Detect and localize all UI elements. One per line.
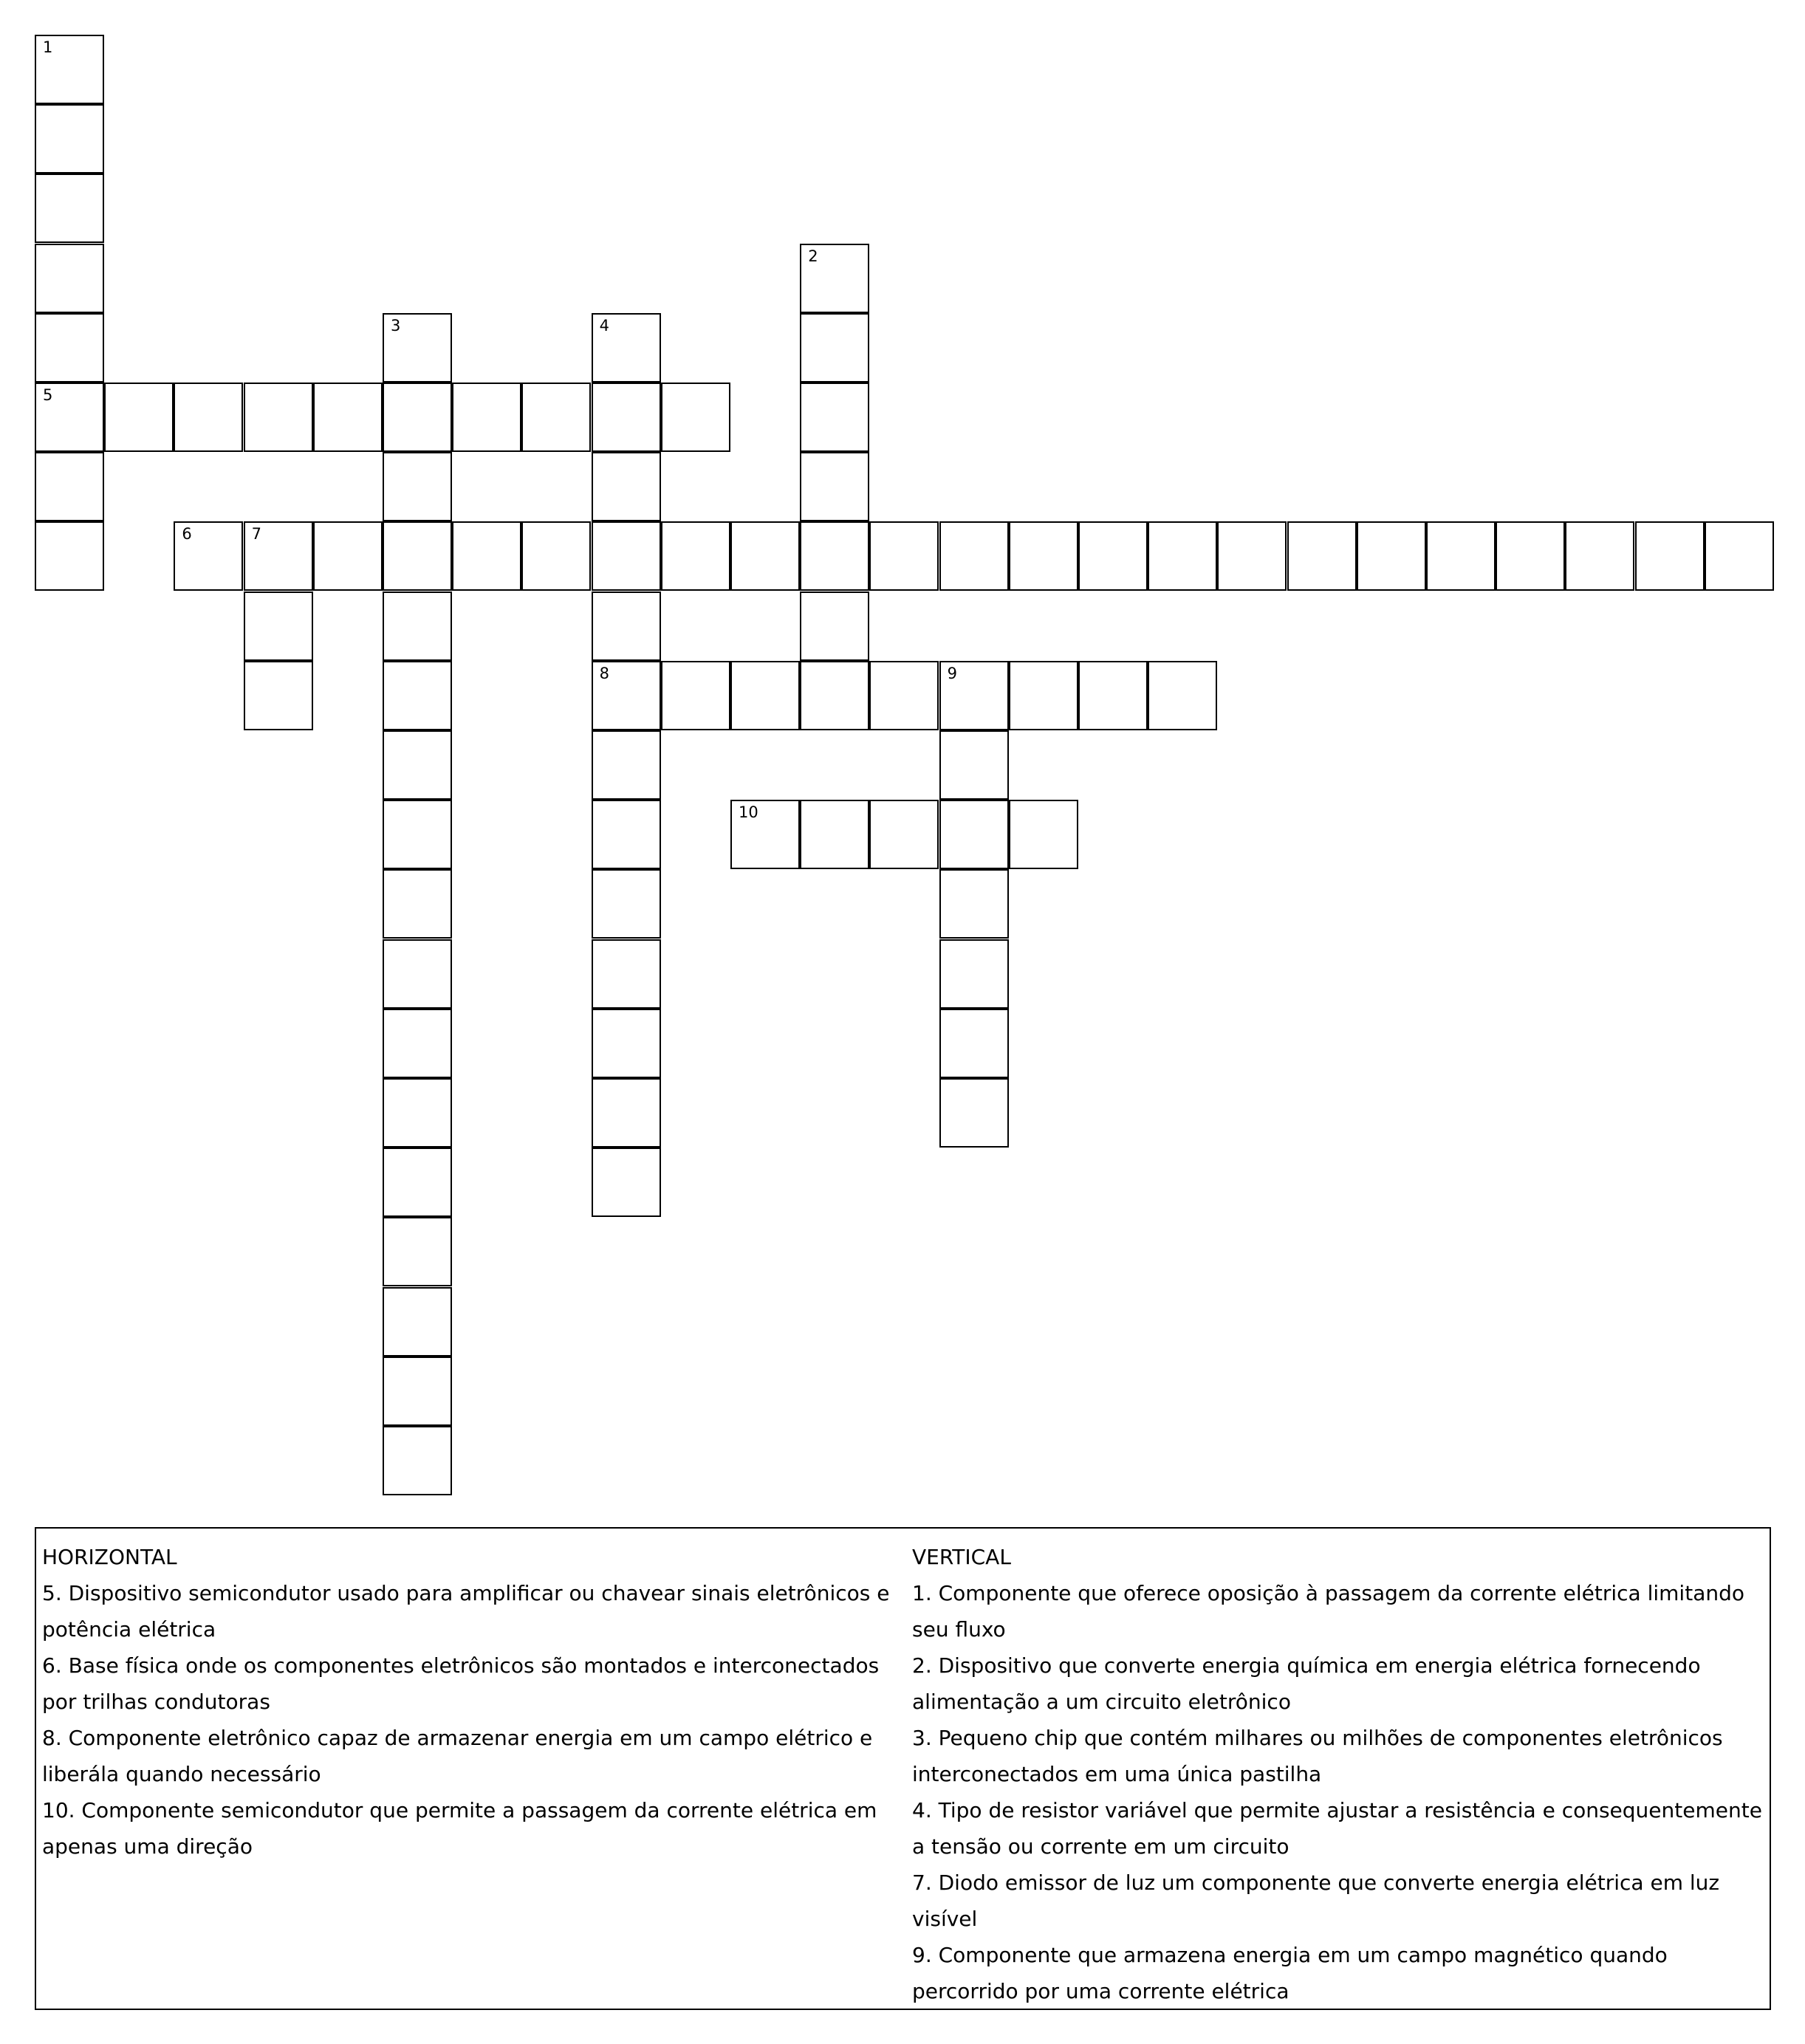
crossword-cell[interactable] [730, 521, 800, 591]
crossword-cell[interactable] [800, 521, 869, 591]
crossword-cell[interactable] [244, 591, 313, 661]
crossword-cell[interactable] [939, 1009, 1009, 1078]
crossword-cell[interactable] [1287, 521, 1357, 591]
vertical-title: VERTICAL [912, 1545, 1011, 1569]
crossword-cell[interactable] [592, 452, 661, 521]
crossword-cell[interactable] [383, 1148, 452, 1217]
crossword-cell[interactable] [939, 869, 1009, 939]
crossword-cell[interactable] [1705, 521, 1774, 591]
vertical-clues [912, 1539, 1769, 2009]
crossword-cell[interactable] [592, 1078, 661, 1148]
horizontal-clues [42, 1539, 899, 1865]
crossword-cell[interactable] [939, 661, 1009, 730]
crossword-cell[interactable] [244, 521, 313, 591]
crossword-cell[interactable] [35, 521, 104, 591]
cell-number: 10 [739, 803, 758, 822]
cell-number: 6 [182, 525, 192, 543]
cell-number: 9 [947, 664, 957, 682]
crossword-cell[interactable] [592, 521, 661, 591]
crossword-cell[interactable] [313, 521, 383, 591]
clue-horizontal-6: 6. Base física onde os componentes eletrônicos são montados e interconectados por trilhas condutoras [42, 1653, 880, 1714]
crossword-cell[interactable] [1217, 521, 1287, 591]
crossword-cell[interactable] [35, 35, 104, 104]
cell-number: 5 [43, 386, 53, 404]
crossword-cell[interactable] [313, 383, 383, 452]
crossword-cell[interactable] [869, 661, 939, 730]
crossword-cell[interactable] [521, 383, 591, 452]
crossword-cell[interactable] [1148, 521, 1217, 591]
crossword-cell[interactable] [939, 521, 1009, 591]
crossword-cell[interactable] [244, 383, 313, 452]
crossword-cell[interactable] [35, 244, 104, 313]
crossword-cell[interactable] [592, 313, 661, 383]
clue-vertical-3: 3. Pequeno chip que contém milhares ou milhões de componentes eletrônicos interconectados em uma única pastilha [912, 1726, 1723, 1786]
cell-number: 4 [599, 316, 609, 335]
crossword-cell[interactable] [800, 383, 869, 452]
crossword-cell[interactable] [383, 521, 452, 591]
crossword-cell[interactable] [592, 591, 661, 661]
crossword-cell[interactable] [939, 730, 1009, 800]
clue-vertical-9: 9. Componente que armazena energia em um campo magnético quando percorrido por uma corrente elétrica [912, 1943, 1668, 2003]
crossword-cell[interactable] [383, 1426, 452, 1495]
clue-horizontal-8: 8. Componente eletrônico capaz de armazenar energia em um campo elétrico e liberála quando necessário [42, 1726, 873, 1786]
crossword-cell[interactable] [1078, 521, 1148, 591]
crossword-cell[interactable] [1009, 800, 1078, 869]
crossword-cell[interactable] [35, 452, 104, 521]
crossword-cell[interactable] [174, 521, 243, 591]
crossword-cell[interactable] [730, 800, 800, 869]
clue-vertical-4: 4. Tipo de resistor variável que permite ajustar a resistência e consequentemente a tensão ou corrente em um circuito [912, 1798, 1762, 1859]
crossword-cell[interactable] [800, 452, 869, 521]
cell-number: 8 [599, 664, 609, 682]
crossword-cell[interactable] [869, 800, 939, 869]
crossword-cell[interactable] [383, 661, 452, 730]
crossword-cell[interactable] [383, 1357, 452, 1426]
crossword-cell[interactable] [1496, 521, 1565, 591]
cell-number: 3 [391, 316, 401, 335]
clues-box [35, 1527, 1771, 2010]
cell-number: 7 [251, 525, 261, 543]
crossword-cell[interactable] [592, 800, 661, 869]
crossword-cell[interactable] [1357, 521, 1426, 591]
clue-vertical-7: 7. Diodo emissor de luz um componente que converte energia elétrica em luz visível [912, 1870, 1720, 1931]
crossword-cell[interactable] [1426, 521, 1496, 591]
crossword-cell[interactable] [383, 1287, 452, 1357]
crossword-cell[interactable] [383, 869, 452, 939]
crossword-cell[interactable] [244, 661, 313, 730]
crossword-cell[interactable] [1635, 521, 1705, 591]
crossword-cell[interactable] [1565, 521, 1634, 591]
cell-number: 1 [43, 38, 53, 56]
crossword-cell[interactable] [383, 1078, 452, 1148]
crossword-cell[interactable] [35, 174, 104, 243]
crossword-cell[interactable] [661, 521, 730, 591]
crossword-cell[interactable] [592, 1148, 661, 1217]
crossword-cell[interactable] [35, 313, 104, 383]
crossword-cell[interactable] [592, 661, 661, 730]
clue-horizontal-5: 5. Dispositivo semicondutor usado para amplificar ou chavear sinais eletrônicos e potência elétrica [42, 1581, 890, 1642]
crossword-cell[interactable] [521, 521, 591, 591]
crossword-cell[interactable] [383, 313, 452, 383]
clue-vertical-1: 1. Componente que oferece oposição à passagem da corrente elétrica limitando seu fluxo [912, 1581, 1744, 1642]
clue-vertical-2: 2. Dispositivo que converte energia química em energia elétrica fornecendo alimentação a um circuito eletrônico [912, 1653, 1701, 1714]
crossword-cell[interactable] [104, 383, 174, 452]
crossword-cell[interactable] [383, 452, 452, 521]
crossword-cell[interactable] [592, 869, 661, 939]
crossword-cell[interactable] [383, 1009, 452, 1078]
crossword-cell[interactable] [1009, 661, 1078, 730]
crossword-cell[interactable] [661, 383, 730, 452]
crossword-cell[interactable] [383, 591, 452, 661]
cell-number: 2 [808, 247, 818, 265]
crossword-cell[interactable] [452, 521, 521, 591]
crossword-cell[interactable] [452, 383, 521, 452]
crossword-cell[interactable] [1148, 661, 1217, 730]
crossword-cell[interactable] [1009, 521, 1078, 591]
crossword-cell[interactable] [800, 313, 869, 383]
crossword-cell[interactable] [661, 661, 730, 730]
crossword-cell[interactable] [35, 104, 104, 174]
crossword-cell[interactable] [800, 800, 869, 869]
crossword-cell[interactable] [35, 383, 104, 452]
crossword-cell[interactable] [383, 730, 452, 800]
crossword-cell[interactable] [939, 800, 1009, 869]
crossword-cell[interactable] [1078, 661, 1148, 730]
crossword-cell[interactable] [174, 383, 243, 452]
crossword-cell[interactable] [939, 939, 1009, 1009]
crossword-cell[interactable] [592, 383, 661, 452]
crossword-cell[interactable] [383, 939, 452, 1009]
crossword-cell[interactable] [383, 1217, 452, 1286]
crossword-cell[interactable] [592, 939, 661, 1009]
crossword-cell[interactable] [730, 661, 800, 730]
crossword-cell[interactable] [939, 1078, 1009, 1148]
crossword-cell[interactable] [800, 591, 869, 661]
crossword-cell[interactable] [800, 661, 869, 730]
crossword-cell[interactable] [383, 800, 452, 869]
crossword-cell[interactable] [800, 244, 869, 313]
crossword-cell[interactable] [592, 730, 661, 800]
crossword-cell[interactable] [592, 1009, 661, 1078]
clue-horizontal-10: 10. Componente semicondutor que permite a passagem da corrente elétrica em apenas uma direção [42, 1798, 877, 1859]
crossword-cell[interactable] [869, 521, 939, 591]
horizontal-title: HORIZONTAL [42, 1545, 177, 1569]
crossword-cell[interactable] [383, 383, 452, 452]
